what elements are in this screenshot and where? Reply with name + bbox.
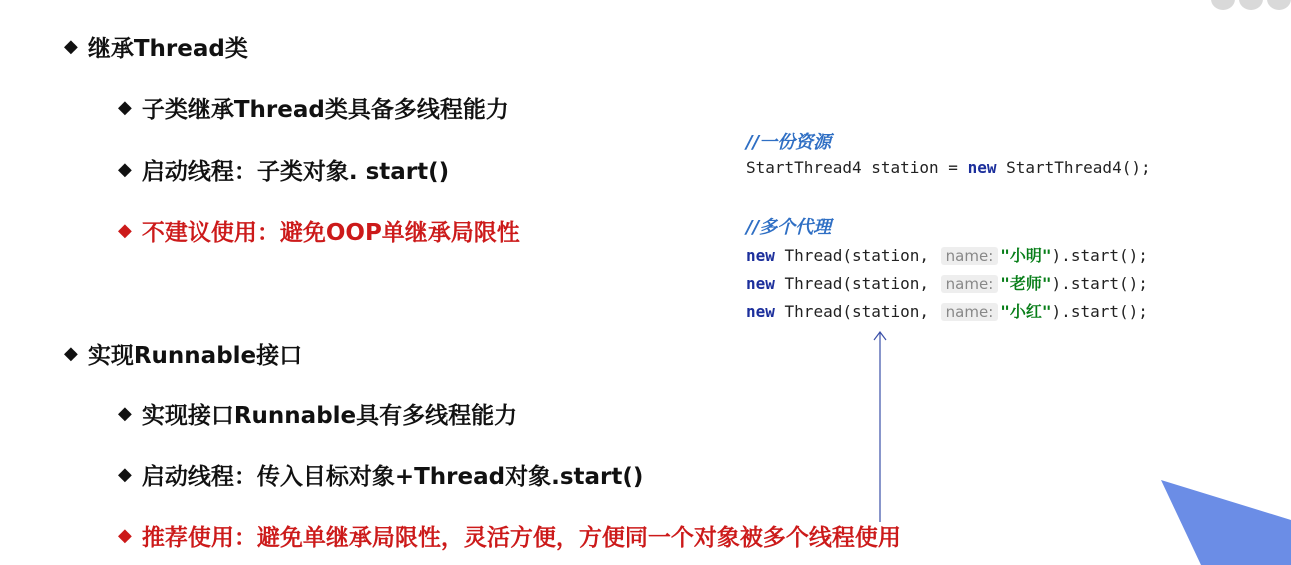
diamond-bullet-icon: ◆ — [118, 402, 132, 424]
point-text: 推荐使用：避免单继承局限性，灵活方便，方便同一个对象被多个线程使用 — [141, 525, 901, 551]
window-dot-icon — [1267, 0, 1291, 10]
section-title-text: 实现Runnable接口 — [87, 343, 303, 369]
section-title-text: 继承Thread类 — [87, 36, 248, 62]
annotation-arrow-icon — [870, 328, 890, 524]
point-thread-capability — [118, 91, 509, 124]
code-string: "小明" — [1000, 246, 1052, 265]
code-text: StartThread4(); — [996, 158, 1151, 177]
code-keyword: new — [967, 158, 997, 177]
point-text: 实现接口Runnable具有多线程能力 — [141, 403, 518, 429]
code-line-thread-3 — [746, 299, 1148, 322]
point-thread-start — [118, 153, 449, 186]
code-type: StartThread4 — [746, 158, 862, 177]
window-dot-icon — [1211, 0, 1235, 10]
diamond-bullet-icon: ◆ — [118, 524, 132, 546]
section-title-thread — [64, 30, 248, 63]
window-dot-icon — [1239, 0, 1263, 10]
code-text: Thread(station, — [774, 274, 939, 293]
diamond-bullet-icon: ◆ — [118, 158, 132, 180]
diamond-bullet-icon: ◆ — [64, 342, 78, 364]
code-comment-one-resource: //一份资源 — [746, 132, 832, 153]
code-text: Thread(station, — [774, 302, 939, 321]
point-runnable-capability — [118, 397, 517, 430]
point-runnable-start — [118, 458, 643, 491]
code-text: station = — [861, 158, 968, 177]
code-line-thread-1 — [746, 243, 1148, 266]
param-hint: name: — [941, 247, 999, 265]
point-text: 启动线程：子类对象. start() — [141, 159, 450, 185]
param-hint: name: — [941, 303, 999, 321]
diamond-bullet-icon: ◆ — [118, 219, 132, 241]
code-keyword: new — [746, 246, 775, 265]
code-line-thread-2 — [746, 271, 1148, 294]
decorative-corner-shape — [1161, 480, 1291, 565]
point-text: 不建议使用：避免OOP单继承局限性 — [141, 220, 520, 246]
code-keyword: new — [746, 302, 775, 321]
code-string: "老师" — [1000, 274, 1052, 293]
point-runnable-recommended — [118, 519, 901, 552]
point-text: 子类继承Thread类具备多线程能力 — [141, 97, 509, 123]
code-text: ).start(); — [1051, 246, 1148, 265]
window-controls — [1211, 0, 1291, 10]
section-title-runnable — [64, 337, 302, 370]
point-text: 启动线程：传入目标对象+Thread对象.start() — [141, 464, 644, 490]
code-text: Thread(station, — [774, 246, 939, 265]
diamond-bullet-icon: ◆ — [64, 35, 78, 57]
code-text: ).start(); — [1051, 302, 1148, 321]
diamond-bullet-icon: ◆ — [118, 463, 132, 485]
point-thread-not-recommended — [118, 214, 520, 247]
code-string: "小红" — [1000, 302, 1052, 321]
code-text: ).start(); — [1051, 274, 1148, 293]
code-keyword: new — [746, 274, 775, 293]
param-hint: name: — [941, 275, 999, 293]
diamond-bullet-icon: ◆ — [118, 96, 132, 118]
code-line-station — [746, 158, 1151, 177]
code-comment-multiple-proxies: //多个代理 — [746, 217, 832, 238]
